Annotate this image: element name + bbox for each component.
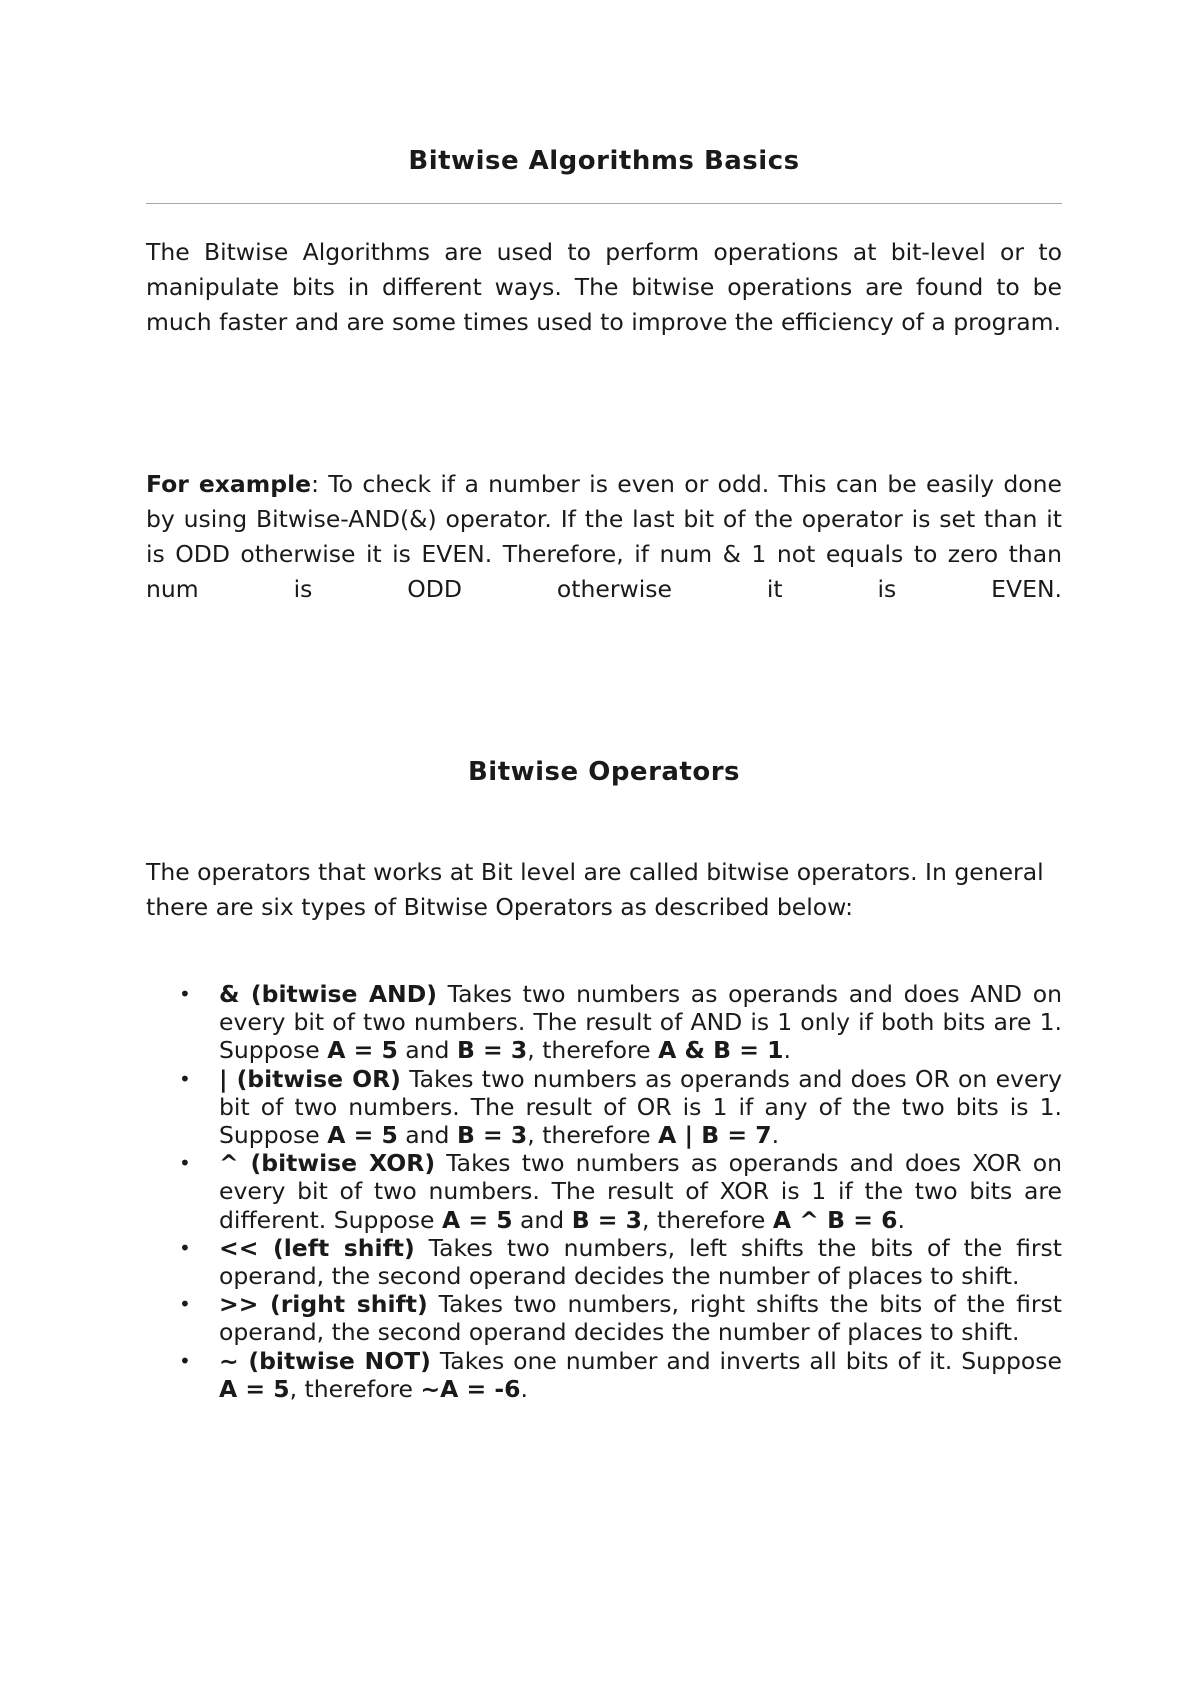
example-a: A = 5 — [327, 1121, 398, 1150]
example-result: A | B = 7 — [658, 1121, 772, 1150]
bullet-icon: • — [179, 1235, 191, 1260]
sentence-end: . — [897, 1205, 905, 1234]
example-b: B = 3 — [571, 1205, 643, 1234]
operator-desc: Takes one number and inverts all bits of it. Suppose — [430, 1346, 1062, 1375]
connector-therefore: , therefore — [289, 1374, 421, 1403]
sentence-end: . — [520, 1374, 528, 1403]
operator-desc: Takes two numbers, right shifts the bits of the first operand, the second operand decides the number of places to shift. — [219, 1290, 1063, 1347]
sentence-end: . — [783, 1036, 791, 1065]
example-result: A ^ B = 6 — [772, 1205, 898, 1234]
operator-name: & (bitwise AND) — [219, 980, 437, 1008]
example-label: For example — [146, 470, 312, 498]
bullet-icon: • — [179, 1292, 191, 1317]
section-intro-paragraph: The operators that works at Bit level are called bitwise operators. In general there are six types of Bitwise Operators as described below: — [146, 858, 1044, 921]
operator-desc: Takes two numbers, left shifts the bits of the first operand, the second operand decides the number of places to shift. — [219, 1233, 1062, 1291]
operator-item-or — [146, 1065, 1062, 1150]
operator-name: >> (right shift) — [219, 1290, 428, 1319]
operator-item-not — [146, 1347, 1062, 1403]
example-result: ~A = -6 — [420, 1374, 521, 1403]
bullet-icon: • — [179, 1151, 191, 1176]
operator-item-right-shift — [146, 1290, 1062, 1346]
example-b: B = 3 — [456, 1121, 528, 1150]
bullet-icon: • — [179, 982, 191, 1006]
page-title: Bitwise Algorithms Basics — [408, 146, 800, 176]
operator-desc: Takes two numbers as operands and does AND on every bit of two numbers. The result of AND is 1 only if both bits are 1. Suppose — [219, 980, 1062, 1065]
operator-desc: Takes two numbers as operands and does XOR on every bit of two numbers. The result of XOR is 1 if the two bits are different. Suppose — [219, 1149, 1062, 1234]
operator-desc: Takes two numbers as operands and does OR on every bit of two numbers. The result of OR is 1 if any of the two bits is 1. Suppose — [219, 1064, 1062, 1150]
bullet-icon: • — [179, 1348, 191, 1373]
example-result: A & B = 1 — [658, 1036, 784, 1065]
operators-list — [146, 980, 1062, 1403]
example-text: : To check if a number is even or odd. This can be easily done by using Bitwise-AND(&) operator. If the last bit of the operator is set than it is ODD otherwise it is EVEN. Therefore, if num & 1 not equals to zero than num is ODD otherwise it is EVEN. — [146, 470, 1062, 603]
sentence-end: . — [771, 1121, 780, 1150]
example-paragraph — [146, 467, 1062, 607]
connector-and: and — [397, 1121, 457, 1150]
operator-name: << (left shift) — [219, 1233, 415, 1262]
bullet-icon: • — [179, 1066, 191, 1091]
connector-and: and — [397, 1036, 457, 1065]
operator-item-xor — [146, 1149, 1062, 1234]
example-a: A = 5 — [327, 1036, 398, 1065]
operator-item-and — [146, 980, 1062, 1065]
intro-paragraph: The Bitwise Algorithms are used to perform operations at bit-level or to manipulate bits in different ways. The bitwise operations are found to be much faster and are some times used to improve the efficiency of a program. — [146, 238, 1062, 336]
connector-therefore: , therefore — [642, 1205, 773, 1234]
example-a: A = 5 — [441, 1205, 513, 1234]
title-divider — [146, 203, 1062, 204]
operator-name: ^ (bitwise XOR) — [219, 1149, 436, 1178]
example-b: B = 3 — [456, 1036, 528, 1065]
section-title: Bitwise Operators — [467, 757, 741, 787]
connector-therefore: , therefore — [527, 1121, 659, 1150]
operator-name: ~ (bitwise NOT) — [219, 1346, 431, 1375]
operator-item-left-shift — [146, 1234, 1062, 1290]
operator-name: | (bitwise OR) — [219, 1064, 401, 1093]
connector-therefore: , therefore — [527, 1036, 659, 1065]
example-a: A = 5 — [219, 1374, 290, 1403]
connector-and: and — [512, 1205, 572, 1234]
